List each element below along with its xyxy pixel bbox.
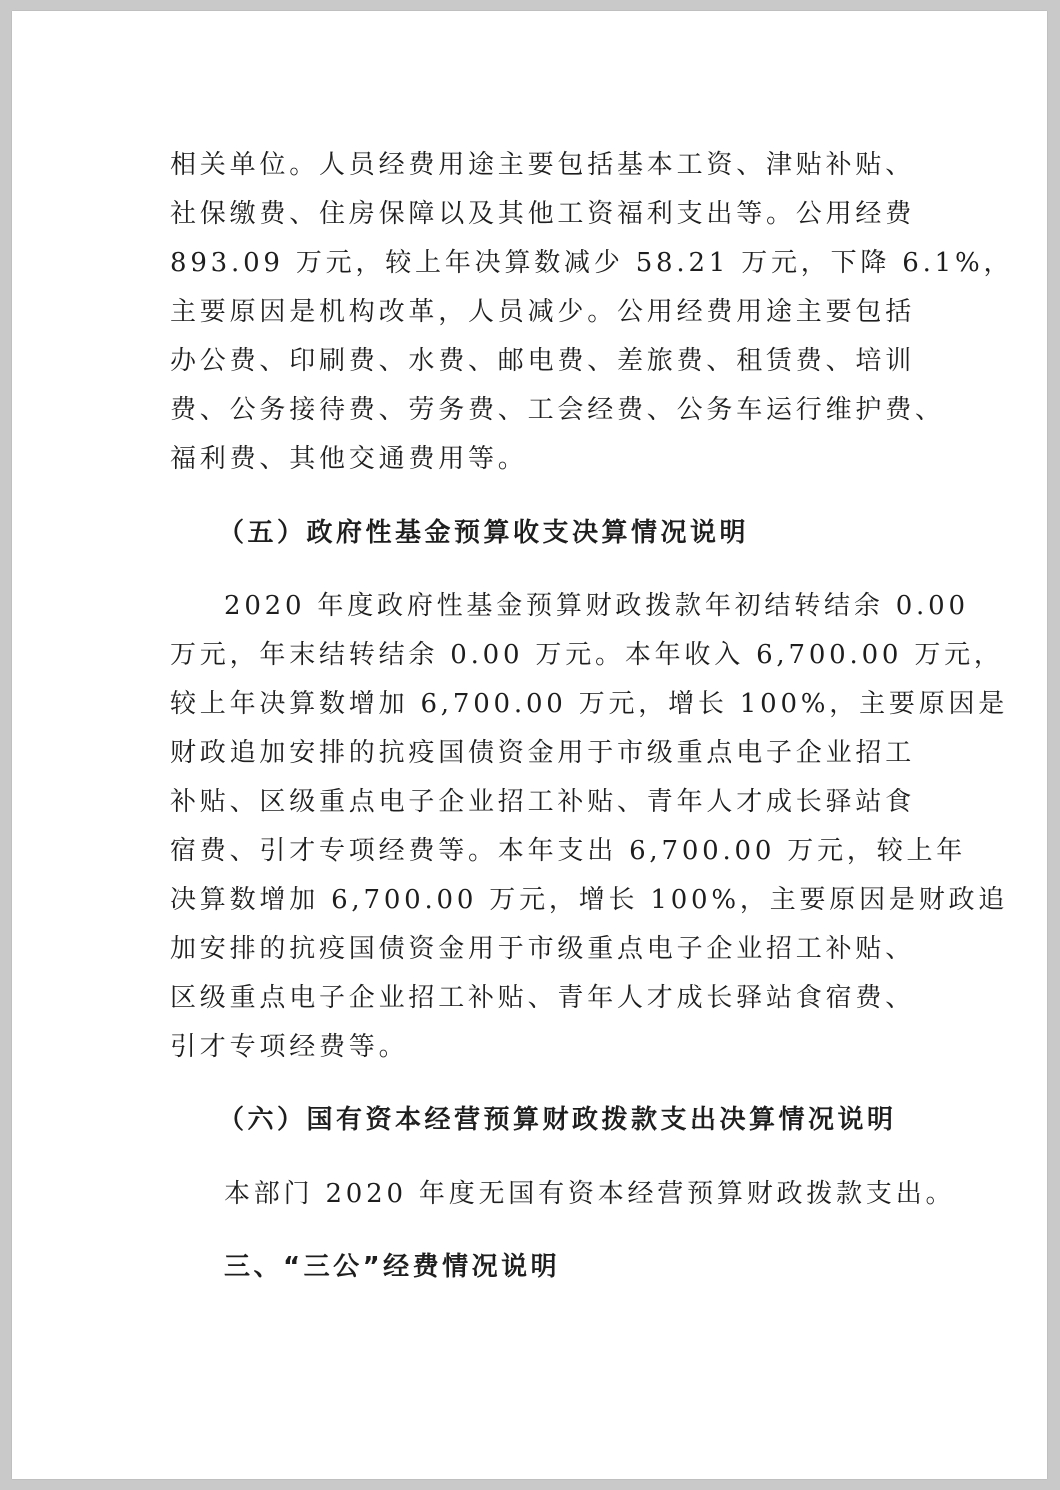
section-heading-six: （六）国有资本经营预算财政拨款支出决算情况说明 <box>218 1105 897 1135</box>
section-heading-five: （五）政府性基金预算收支决算情况说明 <box>218 518 750 548</box>
body-line: 加安排的抗疫国债资金用于市级重点电子企业招工补贴、 <box>170 934 916 964</box>
body-line: 决算数增加 6,700.00 万元，增长 100%，主要原因是财政追 <box>170 885 1009 915</box>
body-line: 较上年决算数增加 6,700.00 万元，增长 100%，主要原因是 <box>170 689 1009 719</box>
document-page <box>12 11 1047 1479</box>
body-line: 财政追加安排的抗疫国债资金用于市级重点电子企业招工 <box>170 738 916 768</box>
body-line: 补贴、区级重点电子企业招工补贴、青年人才成长驿站食 <box>170 787 916 817</box>
body-line: 本部门 2020 年度无国有资本经营预算财政拨款支出。 <box>224 1179 956 1209</box>
body-line: 费、公务接待费、劳务费、工会经费、公务车运行维护费、 <box>170 395 945 425</box>
body-line: 区级重点电子企业招工补贴、青年人才成长驿站食宿费、 <box>170 983 916 1013</box>
body-line: 2020 年度政府性基金预算财政拨款年初结转结余 0.00 <box>224 591 969 621</box>
section-heading-three: 三、“三公”经费情况说明 <box>224 1252 561 1282</box>
body-line: 主要原因是机构改革，人员减少。公用经费用途主要包括 <box>170 297 916 327</box>
body-line: 办公费、印刷费、水费、邮电费、差旅费、租赁费、培训 <box>170 346 916 376</box>
body-line: 社保缴费、住房保障以及其他工资福利支出等。公用经费 <box>170 199 916 229</box>
body-line: 893.09 万元，较上年决算数减少 58.21 万元，下降 6.1%， <box>170 248 1014 278</box>
body-line: 相关单位。人员经费用途主要包括基本工资、津贴补贴、 <box>170 150 916 180</box>
body-line: 万元，年末结转结余 0.00 万元。本年收入 6,700.00 万元， <box>170 640 1004 670</box>
body-line: 福利费、其他交通费用等。 <box>170 444 528 474</box>
body-line: 宿费、引才专项经费等。本年支出 6,700.00 万元，较上年 <box>170 836 967 866</box>
body-line: 引才专项经费等。 <box>170 1032 409 1062</box>
